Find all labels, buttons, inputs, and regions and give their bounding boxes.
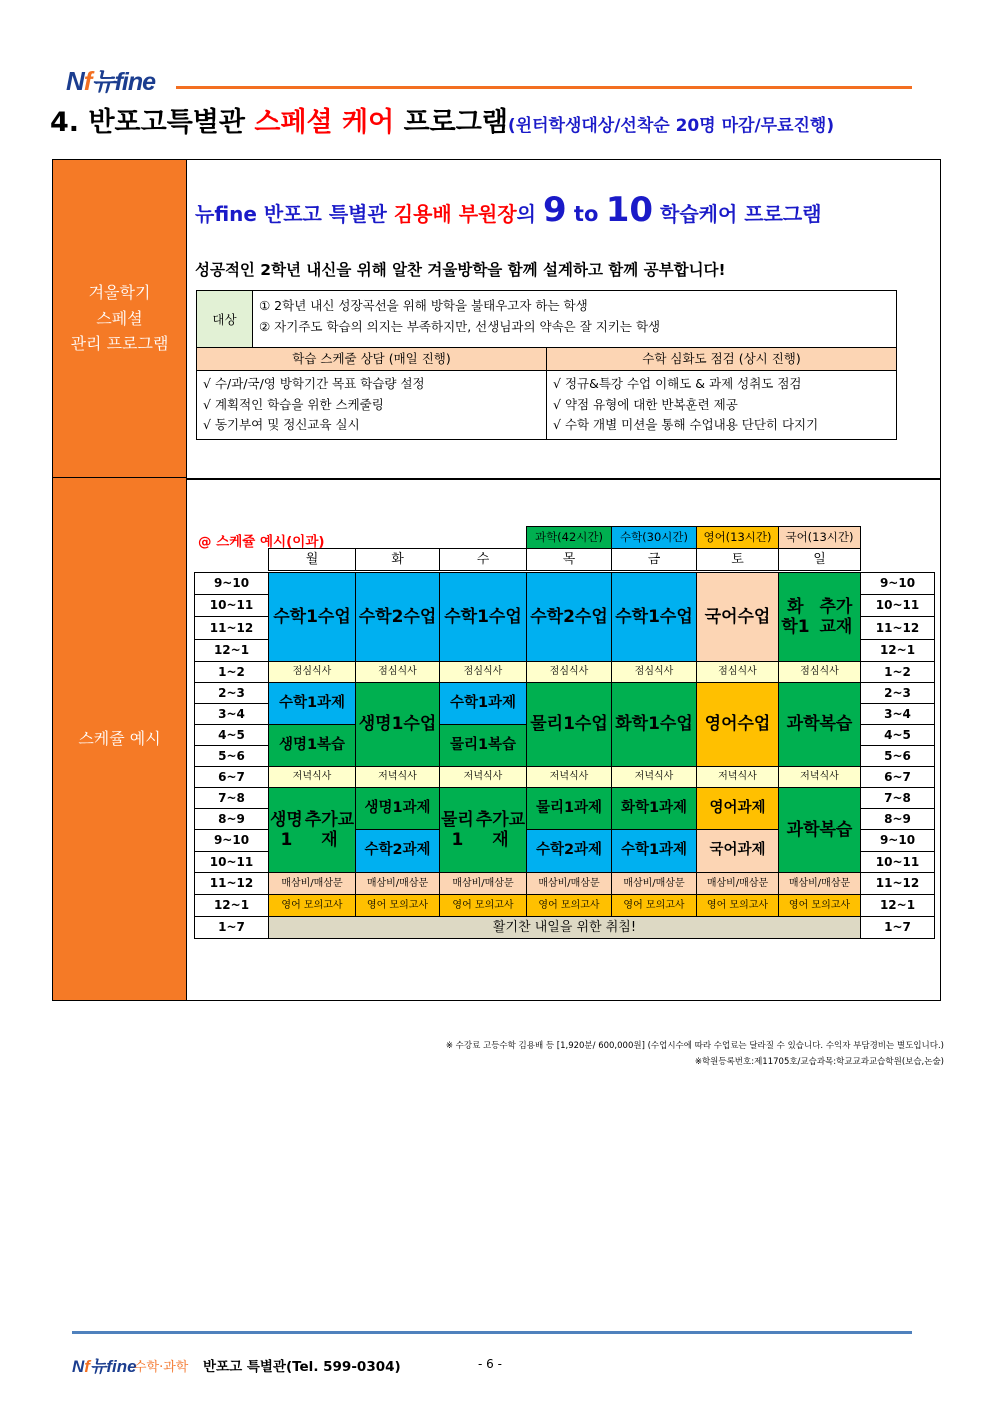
registration-note: ※학원등록번호:제11705호/교습과목:학교교과교습학원(보습,논술) — [694, 1057, 944, 1067]
day-header: 목 — [526, 548, 612, 571]
title-subtitle: (윈터학생대상/선착순 20명 마감/무료진행) — [507, 116, 835, 136]
footer-subject: 수학·과학 — [134, 1360, 189, 1375]
class-block: 생명1 복습 — [268, 724, 356, 767]
dinner-cell: 저녁식사 — [696, 766, 779, 788]
side-line: 스페셜 — [96, 308, 143, 328]
fee-note: ※ 수강료 고등수학 김용배 등 [1,920분/ 600,000원] (수업시수에 따라 수업료는 달라질 수 있습니다. 수익자 부담경비는 별도입니다.) — [445, 1041, 944, 1051]
time-label-left: 11~12 — [194, 872, 269, 895]
class-block: 화학1 수업 — [611, 682, 697, 767]
class-block: 생명1 추가교재 — [268, 787, 356, 873]
class-block: 생명1 수업 — [355, 682, 440, 767]
time-label-right: 12~1 — [860, 639, 935, 662]
day-header: 일 — [778, 548, 861, 571]
time-label-left: 6~7 — [194, 766, 269, 788]
class-block: 과학복습 — [778, 682, 861, 767]
time-label-right: 10~11 — [860, 851, 935, 873]
schedule-caption: @ 스케쥴 예시(이과) — [198, 534, 325, 550]
review-cell: 매삼비/매삼문 — [439, 872, 527, 895]
class-block: 생명1 과제 — [355, 787, 440, 830]
mock-exam-cell: 영어 모의고사 — [526, 894, 612, 917]
page-title — [50, 100, 834, 139]
title-main2: 프로그램 — [403, 107, 508, 138]
time-label-left: 2~3 — [194, 682, 269, 704]
plan-list — [197, 371, 547, 439]
headline-part: 학습케어 프로그램 — [653, 202, 822, 226]
class-block: 수학1 수업 — [439, 572, 527, 662]
time-label-right: 1~7 — [860, 916, 935, 939]
schedule-grid — [194, 526, 934, 946]
headline-teacher: 김용배 부원장 — [393, 202, 517, 226]
class-block: 수학1 과제 — [439, 682, 527, 725]
plan-header: 수학 심화도 점검 (상시 진행) — [547, 348, 896, 370]
class-block: 물리1 과제 — [526, 787, 612, 830]
class-block: 화학1 과제 — [611, 787, 697, 830]
class-block: 수학2 과제 — [355, 829, 440, 873]
time-label-right: 6~7 — [860, 766, 935, 788]
mock-exam-cell: 영어 모의고사 — [439, 894, 527, 917]
lunch-cell: 점심식사 — [696, 661, 779, 683]
headline-to: to — [566, 202, 606, 226]
day-header: 수 — [439, 548, 527, 571]
class-block: 수학1 과제 — [268, 682, 356, 725]
review-cell: 매삼비/매삼문 — [355, 872, 440, 895]
time-label-right: 3~4 — [860, 703, 935, 725]
plan-list — [547, 371, 896, 439]
side-line: 겨울학기 — [88, 283, 151, 303]
day-header: 토 — [696, 548, 779, 571]
plan-item: √ 정규&특강 수업 이해도 & 과제 성취도 점검 — [553, 376, 802, 391]
plan-item: √ 계획적인 학습을 위한 스케줄링 — [203, 396, 384, 412]
headline-nine: 9 — [542, 190, 567, 230]
dinner-cell: 저녁식사 — [439, 766, 527, 788]
program-headline — [195, 190, 822, 230]
target-items — [253, 291, 896, 347]
mock-exam-cell: 영어 모의고사 — [696, 894, 779, 917]
mock-exam-cell: 영어 모의고사 — [778, 894, 861, 917]
time-label-right: 1~2 — [860, 661, 935, 683]
time-label-left: 8~9 — [194, 808, 269, 830]
time-label-right: 8~9 — [860, 808, 935, 830]
mock-exam-cell: 영어 모의고사 — [611, 894, 697, 917]
footer-logo: Nf뉴fine — [72, 1357, 137, 1376]
time-label-right: 7~8 — [860, 787, 935, 809]
time-label-right: 11~12 — [860, 872, 935, 895]
time-label-right: 12~1 — [860, 894, 935, 917]
review-cell: 매삼비/매삼문 — [526, 872, 612, 895]
lunch-cell: 점심식사 — [611, 661, 697, 683]
day-header: 월 — [268, 548, 356, 571]
time-label-left: 9~10 — [194, 572, 269, 595]
class-block: 영어 과제 — [696, 787, 779, 830]
lunch-cell: 점심식사 — [268, 661, 356, 683]
dinner-cell: 저녁식사 — [355, 766, 440, 788]
class-block: 수학1 수업 — [611, 572, 697, 662]
headline-part: 뉴fine 반포고 특별관 — [195, 202, 394, 226]
plan-item: √ 동기부여 및 정신교육 실시 — [203, 417, 360, 433]
time-label-left: 1~7 — [194, 916, 269, 939]
review-cell: 매삼비/매삼문 — [268, 872, 356, 895]
time-label-left: 3~4 — [194, 703, 269, 725]
time-label-left: 10~11 — [194, 594, 269, 617]
mock-exam-cell: 영어 모의고사 — [268, 894, 356, 917]
legend-item: 수학(30시간) — [611, 526, 697, 549]
plan-item: √ 수학 개별 미션을 통해 수업내용 단단히 다지기 — [553, 417, 819, 433]
section-divider — [187, 478, 940, 480]
plan-header: 학습 스케줄 상담 (매일 진행) — [197, 348, 547, 370]
plan-item: √ 수/과/국/영 방학기간 목표 학습량 설정 — [203, 376, 425, 391]
class-block: 국어 과제 — [696, 829, 779, 873]
time-label-left: 7~8 — [194, 787, 269, 809]
time-label-right: 10~11 — [860, 594, 935, 617]
class-block: 수학2 수업 — [526, 572, 612, 662]
review-cell: 매삼비/매삼문 — [611, 872, 697, 895]
footer-branch: 반포고 특별관(Tel. 599-0304) — [203, 1359, 401, 1375]
review-cell: 매삼비/매삼문 — [696, 872, 779, 895]
program-side-label — [53, 160, 187, 478]
dinner-cell: 저녁식사 — [778, 766, 861, 788]
side-line: 관리 프로그램 — [70, 334, 169, 354]
class-block: 물리1 추가교재 — [439, 787, 527, 873]
lunch-cell: 점심식사 — [439, 661, 527, 683]
dinner-cell: 저녁식사 — [268, 766, 356, 788]
title-highlight: 스페셜 케어 — [254, 107, 395, 138]
time-label-left: 4~5 — [194, 724, 269, 746]
time-label-left: 5~6 — [194, 745, 269, 767]
intro-text: 성공적인 2학년 내신을 위해 알찬 겨울방학을 함께 설계하고 함께 공부합니다! — [195, 261, 726, 279]
legend-item: 과학(42시간) — [526, 526, 612, 549]
time-label-right: 9~10 — [860, 572, 935, 595]
time-label-right: 9~10 — [860, 829, 935, 852]
sleep-cell: 활기찬 내일을 위한 취침! — [268, 916, 861, 939]
time-label-right: 4~5 — [860, 724, 935, 746]
class-block: 수학2 과제 — [526, 829, 612, 873]
title-main1: 반포고특별관 — [88, 107, 245, 138]
time-label-left: 10~11 — [194, 851, 269, 873]
footer-rule — [72, 1331, 912, 1334]
review-cell: 매삼비/매삼문 — [778, 872, 861, 895]
mock-exam-cell: 영어 모의고사 — [355, 894, 440, 917]
class-block: 물리1 복습 — [439, 724, 527, 767]
schedule-side-label: 스케쥴 예시 — [53, 478, 187, 1000]
time-label-right: 11~12 — [860, 616, 935, 640]
nfine-logo: Nf뉴fine — [66, 66, 156, 96]
lunch-cell: 점심식사 — [355, 661, 440, 683]
target-table — [196, 290, 897, 440]
class-block: 물리1 수업 — [526, 682, 612, 767]
class-block: 수학1 과제 — [611, 829, 697, 873]
legend-item: 영어(13시간) — [696, 526, 779, 549]
time-label-right: 5~6 — [860, 745, 935, 767]
plan-item: √ 약점 유형에 대한 반복훈련 제공 — [553, 396, 738, 412]
class-block: 수학2 수업 — [355, 572, 440, 662]
lunch-cell: 점심식사 — [526, 661, 612, 683]
time-label-left: 12~1 — [194, 894, 269, 917]
time-label-left: 9~10 — [194, 829, 269, 852]
class-block: 영어 수업 — [696, 682, 779, 767]
time-label-left: 1~2 — [194, 661, 269, 683]
headline-part: 의 — [516, 202, 543, 226]
dinner-cell: 저녁식사 — [611, 766, 697, 788]
time-label-left: 11~12 — [194, 616, 269, 640]
class-block: 과학복습 — [778, 787, 861, 873]
headline-ten: 10 — [605, 190, 654, 230]
class-block: 화학1 추가교재 — [778, 572, 861, 662]
dinner-cell: 저녁식사 — [526, 766, 612, 788]
class-block: 수학1 수업 — [268, 572, 356, 662]
header-rule — [176, 86, 912, 89]
time-label-right: 2~3 — [860, 682, 935, 704]
day-header: 화 — [355, 548, 440, 571]
page-number: - 6 - — [478, 1357, 502, 1371]
legend-item: 국어(13시간) — [778, 526, 861, 549]
class-block: 국어 수업 — [696, 572, 779, 662]
target-item: ① 2학년 내신 성장곡선을 위해 방학을 불태우고자 하는 학생 — [259, 298, 588, 313]
day-header: 금 — [611, 548, 697, 571]
title-number: 4. — [50, 107, 80, 138]
lunch-cell: 점심식사 — [778, 661, 861, 683]
target-label: 대상 — [197, 291, 253, 347]
time-label-left: 12~1 — [194, 639, 269, 662]
target-item: ② 자기주도 학습의 의지는 부족하지만, 선생님과의 약속은 잘 지키는 학생 — [259, 319, 661, 335]
